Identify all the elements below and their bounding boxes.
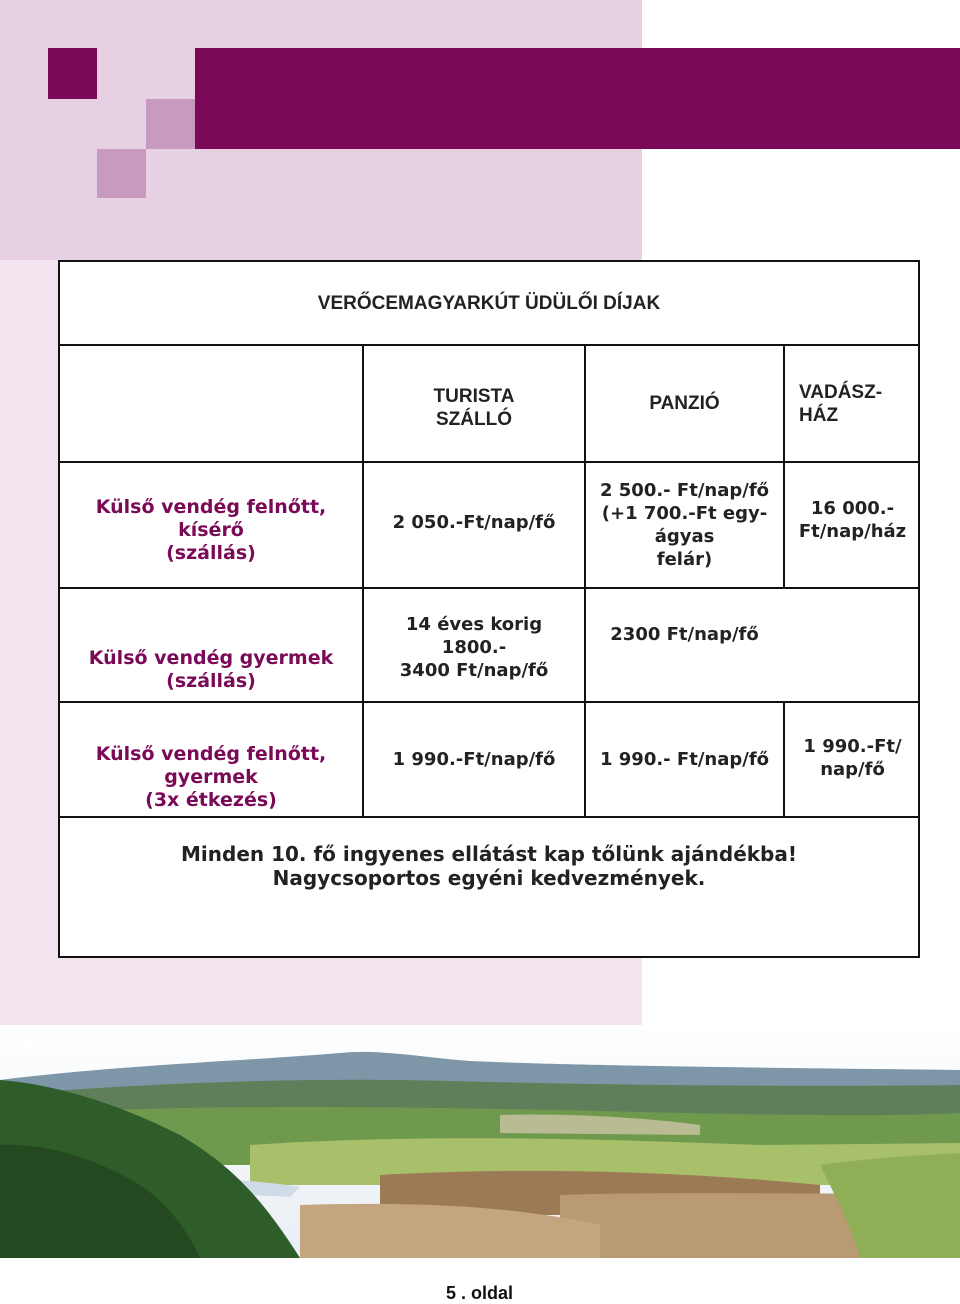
cell-panzio: 2 500.- Ft/nap/fő (+1 700.-Ft egy- ágyas felár) [584,463,783,587]
header-turista: TURISTA SZÁLLÓ [362,346,584,461]
table-row [60,703,918,818]
cell-panzio: 1 990.- Ft/nap/fő [584,703,783,816]
price-table [58,260,920,958]
header-panzio: PANZIÓ [584,346,783,461]
header-vadaszhaz: VADÁSZ- HÁZ [783,346,920,461]
decor-square [48,48,97,99]
landscape-photo [0,1025,960,1258]
cell-turista: 2 050.-Ft/nap/fő [362,463,584,587]
table-title-row [60,262,918,346]
row-label: Külső vendég felnőtt, kísérő (szállás) [95,495,327,564]
header-band [195,48,960,149]
decor-square [97,149,146,198]
header-empty-cell [60,346,362,461]
decor-square [146,99,195,149]
play-arrow-icon [22,1032,34,1056]
cell-panzio: 2300 Ft/nap/fő [584,589,783,701]
cell-vadaszhaz: 1 990.-Ft/ nap/fő [783,703,920,816]
cell-turista: 1 990.-Ft/nap/fő [362,703,584,816]
discount-note: Minden 10. fő ingyenes ellátást kap tőlünk ajándékba! Nagycsoportos egyéni kedvezmények. [181,842,797,890]
cell-vadaszhaz: 16 000.- Ft/nap/ház [783,463,920,587]
cell-vadaszhaz [783,589,920,701]
table-row [60,463,918,589]
row-label: Külső vendég felnőtt, gyermek (3x étkezés) [95,743,327,811]
table-title: VERŐCEMAGYARKÚT ÜDÜLŐI DÍJAK [317,293,661,314]
page-number: 5 . oldal [446,1283,514,1303]
table-row [60,589,918,703]
header-row [60,346,918,463]
cell-turista: 14 éves korig 1800.- 3400 Ft/nap/fő [362,589,584,701]
landscape-illustration [0,1025,960,1258]
row-label: Külső vendég gyermek (szállás) [88,647,334,692]
